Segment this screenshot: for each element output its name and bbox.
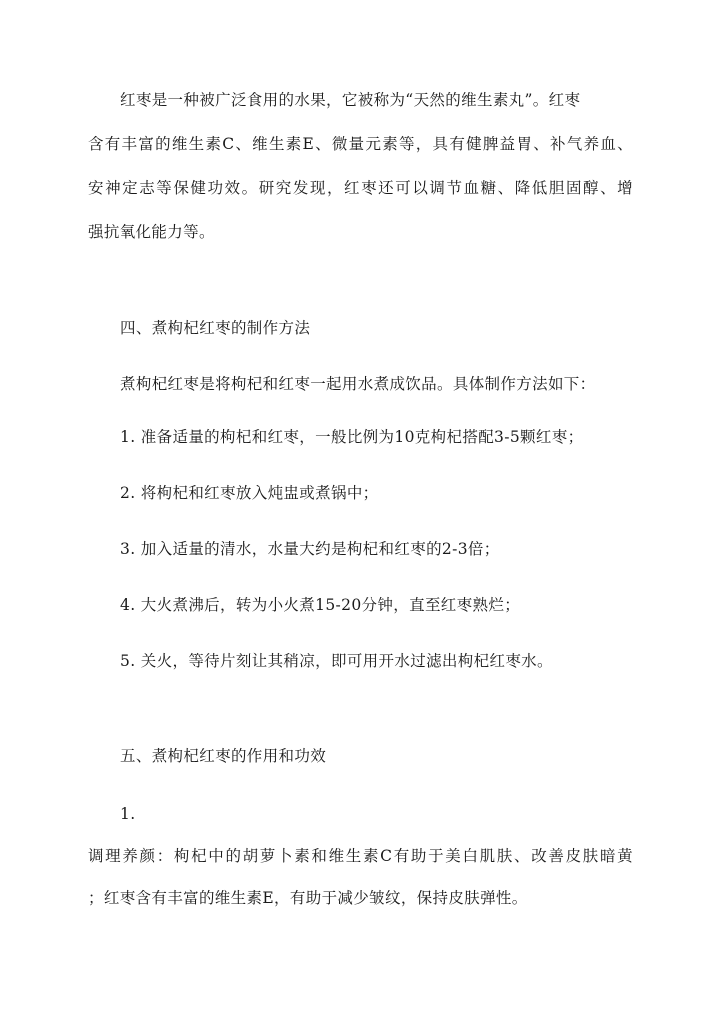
step-3: 3. 加入适量的清水，水量大约是枸杞和红枣的2-3倍；	[120, 540, 500, 558]
step-1: 1. 准备适量的枸杞和红枣，一般比例为10克枸杞搭配3-5颗红枣；	[120, 428, 584, 446]
intro-line-1: 红枣是一种被广泛食用的水果，它被称为“天然的维生素丸”。红枣	[120, 91, 581, 109]
step-5: 5. 关火，等待片刻让其稍凉，即可用开水过滤出枸杞红枣水。	[120, 652, 553, 670]
section-5-item-1-line-1: 调理养颜：枸杞中的胡萝卜素和维生素C有助于美白肌肤、改善皮肤暗黄	[88, 847, 633, 865]
intro-line-3: 安神定志等保健功效。研究发现，红枣还可以调节血糖、降低胆固醇、增	[88, 179, 633, 197]
step-2: 2. 将枸杞和红枣放入炖盅或煮锅中；	[120, 484, 379, 502]
section-5-item-1-number: 1.	[120, 805, 136, 823]
section-5-item-1-line-2: ；红枣含有丰富的维生素E，有助于减少皱纹，保持皮肤弹性。	[88, 889, 528, 907]
section-4-heading: 四、煮枸杞红枣的制作方法	[120, 319, 311, 337]
section-4-intro: 煮枸杞红枣是将枸杞和红枣一起用水煮成饮品。具体制作方法如下：	[120, 375, 596, 393]
intro-line-2: 含有丰富的维生素C、维生素E、微量元素等，具有健脾益胃、补气养血、	[88, 135, 633, 153]
section-5-heading: 五、煮枸杞红枣的作用和功效	[120, 747, 327, 765]
step-4: 4. 大火煮沸后，转为小火煮15-20分钟，直至红枣熟烂；	[120, 596, 521, 614]
intro-line-4: 强抗氧化能力等。	[88, 223, 215, 241]
